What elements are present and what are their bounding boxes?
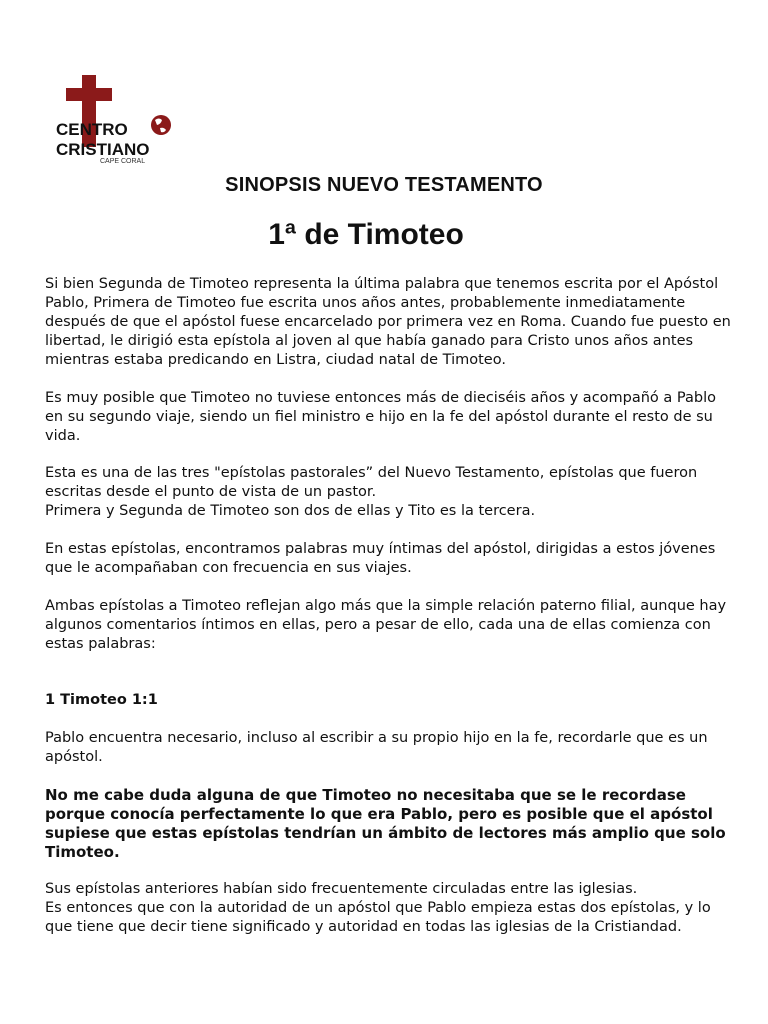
paragraph-6: Pablo encuentra necesario, incluso al escribir a su propio hijo en la fe, recordarle que es un apóstol. bbox=[45, 730, 708, 765]
verse-reference: 1 Timoteo 1:1 bbox=[45, 692, 158, 708]
paragraph-2: Es muy posible que Timoteo no tuviese entonces más de dieciséis años y acompañó a Pablo en su segundo viaje, siendo un fiel ministro e hijo en la fe del apóstol durante el resto de su vida. bbox=[45, 390, 716, 444]
logo-line3: CAPE CORAL bbox=[100, 158, 146, 164]
paragraph-1: Si bien Segunda de Timoteo representa la última palabra que tenemos escrita por el Apóstol Pablo, Primera de Timoteo fue escrita unos años antes, probablemente inmediatamente después de que el apóstol fuese encarcelado por primera vez en Roma. Cuando fue puesto en libertad, le dirigió esta epístola al joven al que había ganado para Cristo unos años antes mientras estaba predicando en Listra, ciudad natal de Timoteo. bbox=[45, 276, 731, 368]
page-title: 1ª de Timoteo bbox=[268, 218, 464, 251]
paragraph-3: Esta es una de las tres "epístolas pastorales” del Nuevo Testamento, epístolas que fueron escritas desde el punto de vista de un pastor. Primera y Segunda de Timoteo son dos de ellas y Tito es la tercera. bbox=[45, 465, 698, 519]
logo bbox=[52, 72, 177, 164]
paragraph-bold: No me cabe duda alguna de que Timoteo no necesitaba que se le recordase porque conocía perfectamente lo que era Pablo, pero es posible que el apóstol supiese que estas epístolas tendrían un ámbito de lectores más amplio que solo Timoteo. bbox=[45, 786, 726, 861]
document-heading: SINOPSIS NUEVO TESTAMENTO bbox=[225, 174, 543, 196]
church-logo-graphic bbox=[52, 72, 177, 164]
paragraph-4: En estas epístolas, encontramos palabras muy íntimas del apóstol, dirigidas a estos jóvenes que le acompañaban con frecuencia en sus viajes. bbox=[45, 541, 716, 576]
logo-line1: CENTRO bbox=[56, 120, 128, 139]
logo-line2: CRISTIANO bbox=[56, 140, 150, 159]
paragraph-5: Ambas epístolas a Timoteo reflejan algo más que la simple relación paterno filial, aunque hay algunos comentarios íntimos en ellas, pero a pesar de ello, cada una de ellas comienza con estas palabras: bbox=[45, 598, 727, 652]
paragraph-7: Sus epístolas anteriores habían sido frecuentemente circuladas entre las iglesias. Es entonces que con la autoridad de un apóstol que Pablo empieza estas dos epístolas, y lo que tiene que decir tiene significado y autoridad en todas las iglesias de la Cristiandad. bbox=[45, 881, 711, 935]
